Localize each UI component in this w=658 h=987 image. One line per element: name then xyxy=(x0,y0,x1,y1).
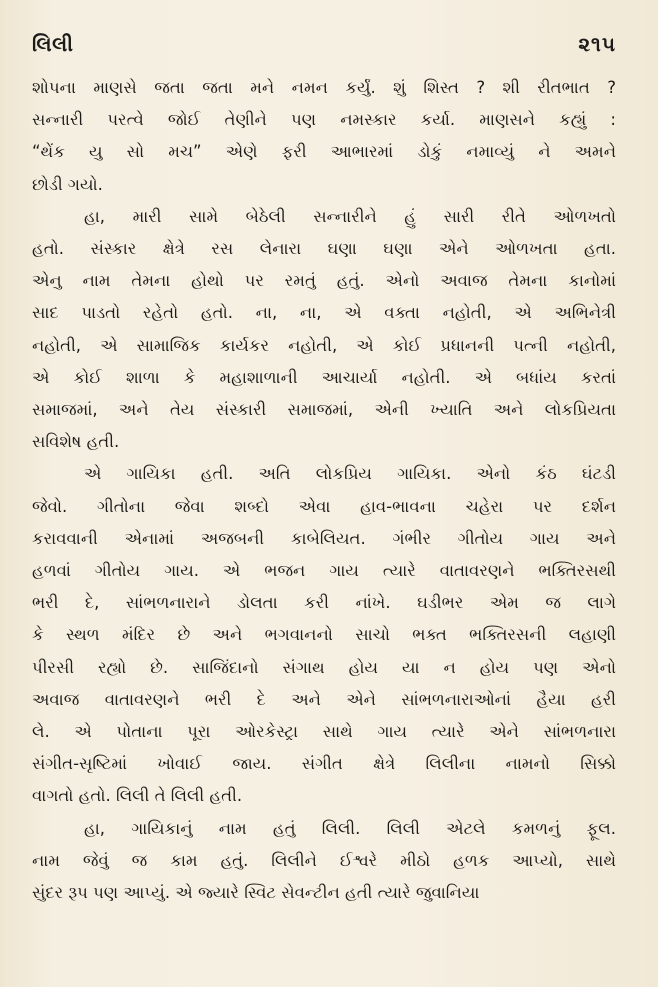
text-line: “થેંક યુ સો મચ” એણે ફરી આભારમાં ડોકું નમાવ્યું ને અમને xyxy=(32,142,616,162)
text-line: લે. એ પોતાના પૂરા ઓરકેસ્ટ્રા સાથે ગાય ત્યારે એને સાંભળનારા xyxy=(32,722,616,742)
text-line: શોપના માણસે જતા જતા મને નમન કર્યું. શું શિસ્ત ? શી રીતભાત ? xyxy=(32,78,616,97)
paragraph xyxy=(32,201,616,459)
text-line: હા, ગાયિકાનું નામ હતું લિલી. લિલી એટલે કમળનું ફૂલ. xyxy=(84,818,616,838)
text-line: વાગતો હતો. લિલી તે લિલી હતી. xyxy=(32,786,243,806)
paragraph xyxy=(32,458,616,812)
text-line: સમાજમાં, અને તેય સંસ્કારી સમાજમાં, એની ખ્યાતિ અને લોકપ્રિયતા xyxy=(32,400,616,420)
text-line: ભરી દે, સાંભળનારાને ડોલતા કરી નાંખે. ઘડીભર એમ જ લાગે xyxy=(32,593,616,613)
paragraph xyxy=(32,813,616,910)
text-line: નામ જેવું જ કામ હતું. લિલીને ઈશ્વરે મીઠો હળક આપ્યો, સાથે xyxy=(32,850,616,870)
text-line: એનુ નામ તેમના હોથો પર રમતું હતું. એનો અવાજ તેમના કાનોમાં xyxy=(32,271,616,291)
text-line: સુંદર રૂપ પણ આપ્યું. એ જ્યારે સ્વિટ સેવન્ટીન હતી ત્યારે જુવાનિયા xyxy=(32,883,480,903)
text-line: સન્નારી પરત્વે જોઈ તેણીને પણ નમસ્કાર કર્યા. માણસને કહ્યું : xyxy=(32,110,616,130)
page-number: ૨૧૫ xyxy=(578,32,616,56)
text-line: એ ગાયિકા હતી. અતિ લોકપ્રિય ગાયિકા. એનો કંઠ ઘંટડી xyxy=(84,464,616,484)
text-line: કે સ્થળ મંદિર છે અને ભગવાનનો સાચો ભક્ત ભક્તિરસની લહાણી xyxy=(32,625,616,645)
page-header xyxy=(32,26,616,62)
text-line: સંગીત-સૃષ્ટિમાં ખોવાઈ જાય. સંગીત ક્ષેત્રે લિલીના નામનો સિક્કો xyxy=(32,754,616,774)
text-line: સવિશેષ હતી. xyxy=(32,432,120,452)
paragraph xyxy=(32,72,616,201)
text-line: નહોતી, એ સામાજિક કાર્યકર નહોતી, એ કોઈ પ્રધાનની પત્ની નહોતી, xyxy=(32,335,616,355)
text-line: હા, મારી સામે બેઠેલી સન્નારીને હું સારી રીતે ઓળખતો xyxy=(84,206,616,226)
text-line: હતો. સંસ્કાર ક્ષેત્રે રસ લેનારા ઘણા ઘણા એને ઓળખતા હતા. xyxy=(32,239,616,259)
running-title: લિલી xyxy=(32,32,74,56)
text-line: છોડી ગયો. xyxy=(32,174,103,194)
text-line: કરાવવાની એનામાં અજબની કાબેલિયત. ગંભીર ગીતોય ગાય અને xyxy=(32,528,616,548)
text-line: એ કોઈ શાળા કે મહાશાળાની આચાર્યા નહોતી. એ બધાંય કરતાં xyxy=(32,367,616,387)
body-text xyxy=(32,72,616,909)
text-line: જેવો. ગીતોના જેવા શબ્દો એવા હાવ-ભાવના ચહેરા પર દર્શન xyxy=(32,496,616,516)
text-line: પીરસી રહ્યો છે. સાજિંદાનો સંગાથ હોય યા ન હોય પણ એનો xyxy=(32,657,616,677)
text-line: અવાજ વાતાવરણને ભરી દે અને એને સાંભળનારાઓનાં હૈયા હરી xyxy=(32,689,616,709)
text-line: સાદ પાડતો રહેતો હતો. ના, ના, એ વક્તા નહોતી, એ અભિનેત્રી xyxy=(32,303,616,323)
text-line: હળવાં ગીતોય ગાય. એ ભજન ગાય ત્યારે વાતાવરણને ભક્તિરસથી xyxy=(32,561,616,581)
